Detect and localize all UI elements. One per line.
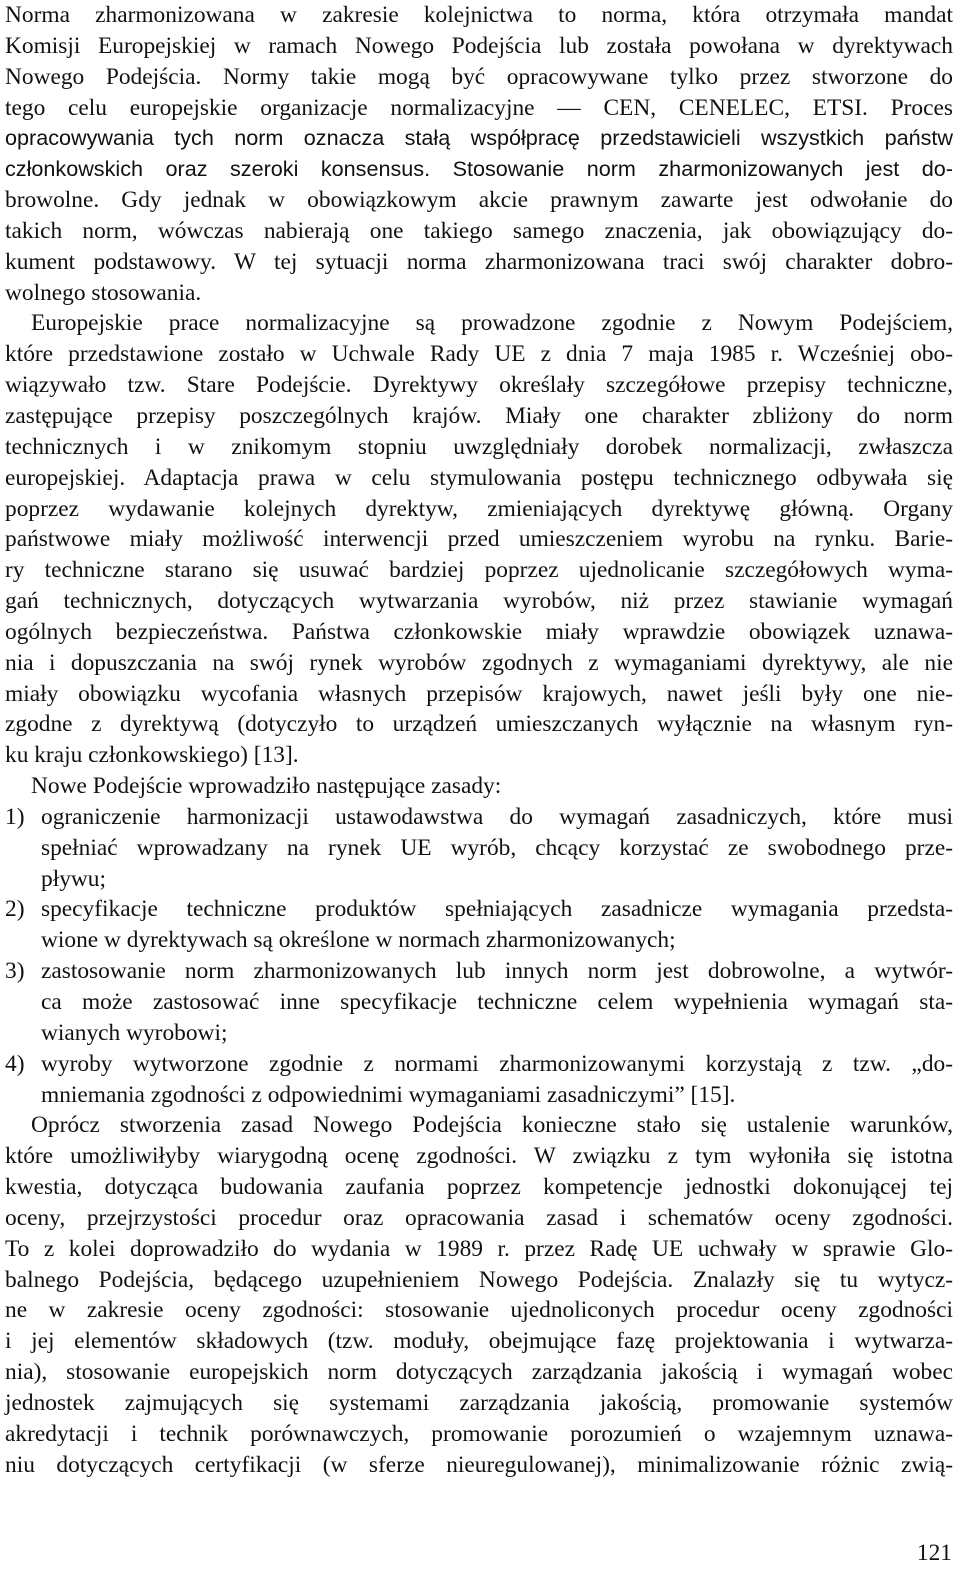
text-line: wiązywało tzw. Stare Podejście. Dyrektywy określały szczegółowe przepisy techniczne,: [5, 372, 953, 399]
text-line: zastępujące przepisy poszczególnych krajów. Miały one charakter zbliżony do norm: [5, 402, 953, 429]
text-line: ne w zakresie oceny zgodności: stosowanie ujednoliconych procedur oceny zgodności: [5, 1297, 953, 1324]
text-line: wyroby wytworzone zgodnie z normami zharmonizowanymi korzystają z tzw. „do-: [41, 1050, 953, 1077]
text-line: zgodne z dyrektywą (dotyczyło to urządzeń umieszczanych wyłącznie na własnym ryn-: [5, 711, 953, 738]
text-line: spełniać wprowadzany na rynek UE wyrób, chcący korzystać ze swobodnego prze-: [41, 834, 953, 861]
text-line: Europejskie prace normalizacyjne są prowadzone zgodnie z Nowym Podejściem,: [31, 310, 953, 337]
list-item: [5, 802, 953, 895]
text-line: mniemania zgodności z odpowiednimi wymaganiami zasadniczymi” [15].: [41, 1081, 736, 1108]
list-number: 1): [5, 803, 25, 830]
text-line: nia i dopuszczania na swój rynek wyrobów zgodnych z wymaganiami dyrektywy, ale nie: [5, 649, 953, 676]
paragraph-3: [5, 1110, 953, 1480]
text-line: Komisji Europejskiej w ramach Nowego Podejścia lub została powołana w dyrektywach: [5, 32, 953, 59]
list-item: [5, 956, 953, 1049]
text-line: jednostek zajmujących się systemami zarządzania jakością, promowanie systemów: [5, 1389, 953, 1416]
list-number: 3): [5, 958, 25, 985]
text-line: specyfikacje techniczne produktów spełniających zasadnicze wymagania przedsta-: [41, 896, 953, 923]
text-line: niu dotyczących certyfikacji (w sferze nieuregulowanej), minimalizowanie różnic zwią-: [5, 1451, 953, 1478]
text-line: technicznych i w znikomym stopniu uwzględniały dorobek normalizacji, zwłaszcza: [5, 433, 953, 460]
text-line: Oprócz stworzenia zasad Nowego Podejścia konieczne stało się ustalenie warunków,: [31, 1112, 953, 1139]
paragraph-1: [5, 0, 953, 308]
text-line: europejskiej. Adaptacja prawa w celu stymulowania postępu technicznego odbywała się: [5, 464, 953, 491]
list-item: [5, 894, 953, 956]
paragraph-2: [5, 308, 953, 771]
text-line: pływu;: [41, 865, 106, 892]
text-line: wianych wyrobowi;: [41, 1019, 228, 1046]
text-line: wolnego stosowania.: [5, 279, 202, 306]
text-line: To z kolei doprowadziło do wydania w 1989 r. przez Radę UE uchwały w sprawie Glo-: [5, 1235, 953, 1262]
text-line: wione w dyrektywach są określone w normach zharmonizowanych;: [41, 927, 676, 954]
text-line: ograniczenie harmonizacji ustawodawstwa do wymagań zasadniczych, które musi: [41, 803, 953, 830]
text-line: nia), stosowanie europejskich norm dotyczących zarządzania jakością i wymagań wobec: [5, 1359, 953, 1386]
text-line: oceny, przejrzystości procedur oraz opracowania zasad i schematów oceny zgodności.: [5, 1204, 953, 1231]
text-line: zastosowanie norm zharmonizowanych lub innych norm jest dobrowolne, a wytwór-: [41, 958, 953, 985]
text-line: takich norm, wówczas nabierają one takiego samego znaczenia, jak obowiązujący do-: [5, 217, 953, 244]
text-line: browolne. Gdy jednak w obowiązkowym akcie prawnym zawarte jest odwołanie do: [5, 187, 953, 214]
text-line: kument podstawowy. W tej sytuacji norma zharmonizowana traci swój charakter dobro-: [5, 248, 953, 275]
text-line: miały obowiązku wycofania własnych przepisów krajowych, nawet jeśli były one nie-: [5, 680, 953, 707]
text-line: które umożliwiłyby wiarygodną ocenę zgodności. W związku z tym wyłoniła się istotna: [5, 1143, 953, 1170]
text-line: Norma zharmonizowana w zakresie kolejnictwa to norma, która otrzymała mandat: [5, 2, 953, 28]
text-line: członkowskich oraz szeroki konsensus. Stosowanie norm zharmonizowanych jest do-: [5, 156, 953, 182]
page-number: 121: [916, 1540, 952, 1566]
document-page: [5, 0, 953, 1481]
text-line: państwowe miały możliwość interwencji przed umieszczeniem wyrobu na rynku. Barie-: [5, 526, 953, 553]
text-line: ogólnych bezpieczeństwa. Państwa członkowskie miały wprawdzie obowiązek uznawa-: [5, 618, 953, 645]
list-item: [5, 1049, 953, 1111]
principles-list: [5, 802, 953, 1110]
text-line: ku kraju członkowskiego) [13].: [5, 742, 299, 769]
text-line: ca może zastosować inne specyfikacje techniczne celem wypełnienia wymagań sta-: [41, 989, 953, 1015]
text-line: poprzez wydawanie kolejnych dyrektyw, zmieniających dyrektywę główną. Organy: [5, 495, 953, 522]
text-line: balnego Podejścia, będącego uzupełnieniem Nowego Podejścia. Znalazły się tu wytycz-: [5, 1266, 953, 1293]
text-line: opracowywania tych norm oznacza stałą współpracę przedstawicieli wszystkich państw: [5, 125, 953, 151]
text-line: Nowego Podejścia. Normy takie mogą być opracowywane tylko przez stworzone do: [5, 63, 953, 90]
text-line: ry techniczne starano się usuwać bardziej poprzez ujednolicanie szczegółowych wyma-: [5, 557, 953, 584]
list-number: 2): [5, 896, 25, 923]
list-intro: Nowe Podejście wprowadziło następujące zasady:: [31, 773, 502, 800]
text-line: kwestia, dotycząca budowania zaufania poprzez kompetencje jednostki dokonującej tej: [5, 1174, 953, 1201]
text-line: gań technicznych, dotyczących wytwarzania wyrobów, niż przez stawianie wymagań: [5, 588, 953, 615]
text-line: i jej elementów składowych (tzw. moduły, obejmujące fazę projektowania i wytwarza-: [5, 1328, 953, 1355]
text-line: tego celu europejskie organizacje normalizacyjne — CEN, CENELEC, ETSI. Proces: [5, 94, 953, 121]
list-number: 4): [5, 1050, 25, 1077]
text-line: które przedstawione zostało w Uchwale Rady UE z dnia 7 maja 1985 r. Wcześniej obo-: [5, 341, 953, 368]
text-line: akredytacji i technik porównawczych, promowanie porozumień o wzajemnym uznawa-: [5, 1420, 953, 1447]
